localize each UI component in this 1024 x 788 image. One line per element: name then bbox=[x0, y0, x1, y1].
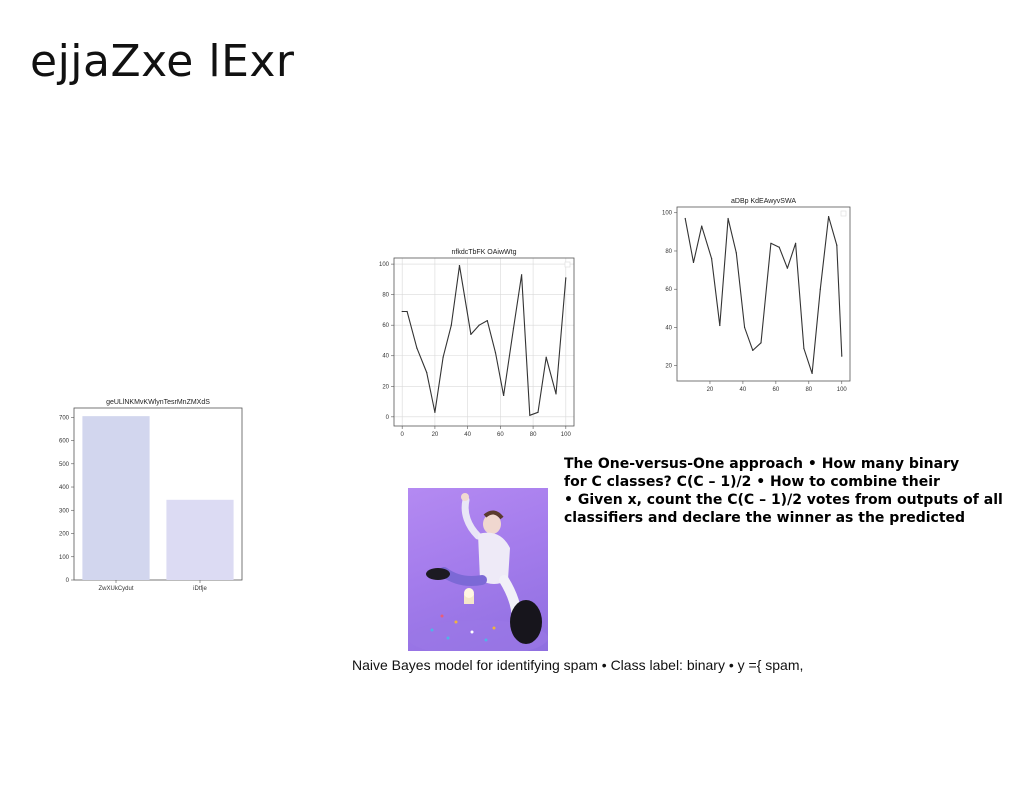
bar-chart-svg bbox=[40, 394, 250, 594]
chart-title: geULlNKMvKWlynTesrMnZMXdS bbox=[106, 399, 210, 406]
bullet-line: The One-versus-One approach • How many binary bbox=[564, 456, 960, 472]
x-tick-label: 100 bbox=[836, 387, 847, 393]
y-tick-label: 300 bbox=[58, 508, 69, 515]
data-point bbox=[555, 393, 556, 394]
data-point bbox=[841, 356, 842, 357]
slide-title: ejjaZxe lExr bbox=[30, 36, 295, 87]
y-tick-label: 100 bbox=[58, 554, 69, 561]
person-photo bbox=[408, 488, 548, 651]
y-tick-label: 700 bbox=[58, 415, 69, 422]
bar bbox=[166, 500, 233, 580]
y-tick-label: 60 bbox=[382, 323, 389, 330]
data-point bbox=[406, 311, 407, 312]
data-point bbox=[828, 216, 829, 217]
data-point bbox=[727, 218, 728, 219]
data-point bbox=[459, 265, 460, 266]
line-chart-1 bbox=[372, 244, 580, 442]
data-point bbox=[812, 373, 813, 374]
data-point bbox=[442, 357, 443, 358]
data-point bbox=[685, 218, 686, 219]
person-illustration bbox=[408, 488, 548, 651]
data-point bbox=[803, 348, 804, 349]
y-tick-label: 0 bbox=[385, 414, 389, 421]
legend-box bbox=[841, 211, 846, 216]
data-point bbox=[521, 274, 522, 275]
data-point bbox=[820, 289, 821, 290]
x-tick-label: 100 bbox=[560, 432, 571, 438]
data-point bbox=[426, 372, 427, 373]
data-point bbox=[470, 334, 471, 335]
data-point bbox=[701, 226, 702, 227]
bullet-line: for C classes? C(C – 1)/2 • How to combine their bbox=[564, 474, 940, 490]
bullet-text-block bbox=[564, 455, 1022, 527]
y-tick-label: 80 bbox=[665, 248, 672, 255]
line-chart-2 bbox=[655, 193, 855, 395]
data-point bbox=[434, 412, 435, 413]
data-point bbox=[795, 243, 796, 244]
data-point bbox=[546, 357, 547, 358]
line-chart-1-svg bbox=[372, 244, 580, 442]
y-tick-label: 600 bbox=[58, 438, 69, 445]
data-point bbox=[736, 252, 737, 253]
data-point bbox=[787, 268, 788, 269]
bullet-line: • Given x, count the C(C – 1)/2 votes from outputs of all bbox=[564, 492, 1003, 508]
x-tick-label: 20 bbox=[431, 432, 439, 438]
bar-chart bbox=[40, 394, 250, 594]
y-tick-label: 400 bbox=[58, 485, 69, 492]
x-tick-label: 40 bbox=[739, 387, 747, 393]
x-tick-label: 0 bbox=[400, 432, 404, 438]
y-tick-label: 200 bbox=[58, 531, 69, 538]
x-tick-label: iDtfje bbox=[193, 586, 207, 592]
data-point bbox=[836, 245, 837, 246]
data-point bbox=[478, 325, 479, 326]
plot-frame bbox=[394, 258, 574, 426]
y-tick-label: 40 bbox=[665, 325, 672, 332]
series-line bbox=[685, 217, 842, 374]
x-tick-label: 20 bbox=[706, 387, 714, 393]
y-tick-label: 500 bbox=[58, 461, 69, 468]
data-point bbox=[529, 415, 530, 416]
y-tick-label: 0 bbox=[65, 578, 69, 584]
line-chart-2-svg bbox=[655, 193, 855, 395]
y-tick-label: 60 bbox=[665, 287, 672, 294]
plot-frame bbox=[677, 207, 850, 381]
chart-title: nfkdcTbFK OAiwWtg bbox=[451, 249, 517, 256]
y-tick-label: 20 bbox=[665, 363, 672, 370]
data-point bbox=[513, 328, 514, 329]
y-tick-label: 20 bbox=[382, 384, 389, 391]
y-tick-label: 100 bbox=[661, 210, 672, 217]
x-tick-label: 40 bbox=[464, 432, 471, 438]
series-line bbox=[402, 266, 566, 416]
data-point bbox=[487, 320, 488, 321]
data-point bbox=[416, 348, 417, 349]
y-tick-label: 100 bbox=[378, 262, 389, 269]
x-tick-label: ZwXUkCydut bbox=[98, 586, 134, 592]
data-point bbox=[402, 311, 403, 312]
data-point bbox=[719, 325, 720, 326]
data-point bbox=[693, 262, 694, 263]
x-tick-label: 80 bbox=[805, 387, 813, 393]
data-point bbox=[565, 277, 566, 278]
y-tick-label: 80 bbox=[382, 292, 389, 299]
data-point bbox=[711, 258, 712, 259]
x-tick-label: 80 bbox=[529, 432, 537, 438]
x-tick-label: 60 bbox=[497, 432, 504, 438]
caption-text: Naive Bayes model for identifying spam • Class label: binary • y ={ spam, bbox=[352, 657, 804, 673]
data-point bbox=[752, 350, 753, 351]
x-tick-label: 60 bbox=[772, 387, 780, 393]
data-point bbox=[495, 352, 496, 353]
y-tick-label: 40 bbox=[382, 353, 389, 360]
data-point bbox=[770, 243, 771, 244]
bullet-line: classifiers and declare the winner as the predicted bbox=[564, 510, 966, 526]
data-point bbox=[537, 412, 538, 413]
legend-box bbox=[565, 262, 570, 267]
data-point bbox=[779, 247, 780, 248]
bar bbox=[82, 416, 149, 580]
data-point bbox=[744, 327, 745, 328]
data-point bbox=[503, 395, 504, 396]
data-point bbox=[760, 342, 761, 343]
data-point bbox=[451, 325, 452, 326]
chart-title: aDBp KdEAwyvSWA bbox=[731, 198, 796, 205]
